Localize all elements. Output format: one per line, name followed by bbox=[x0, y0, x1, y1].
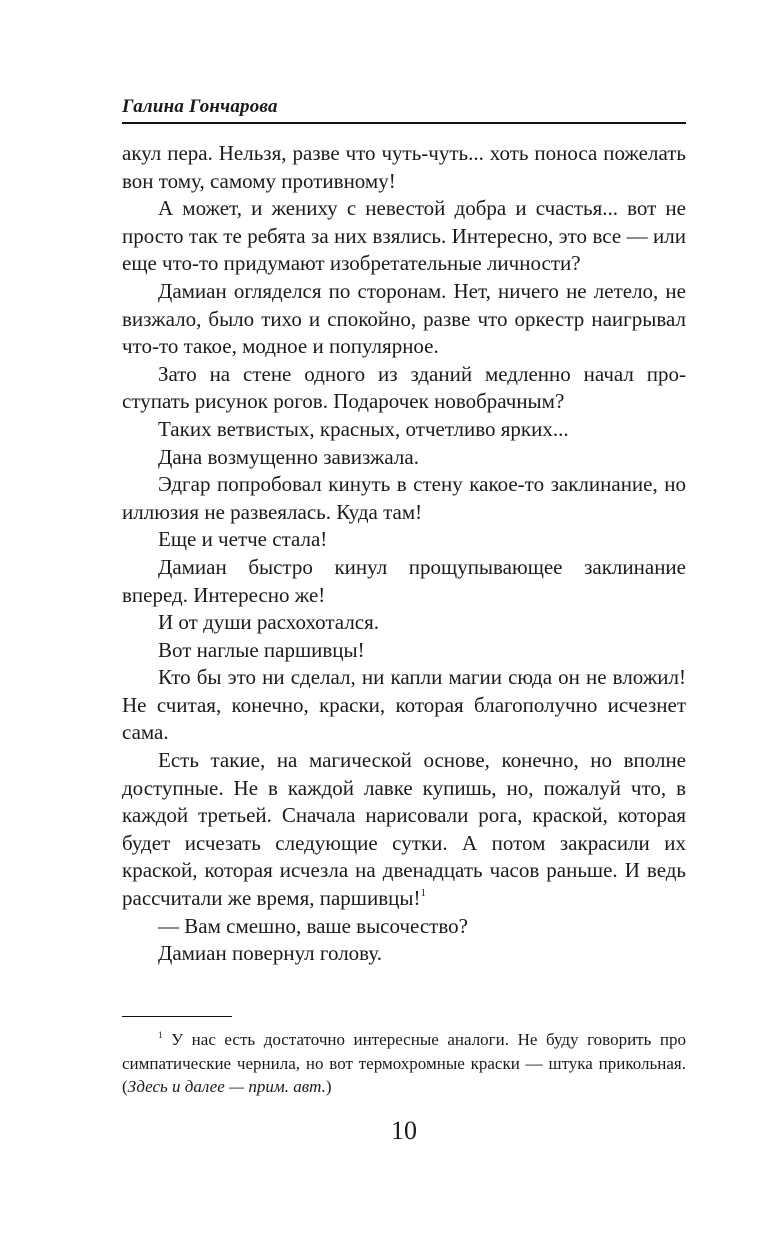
author-name: Галина Гончарова bbox=[122, 96, 278, 117]
paragraph: А может, и жениху с невестой добра и счастья... вот не просто так те ребята за них взялись. Интересно, это все — или еще что-то придумают изобретательные личности? bbox=[122, 196, 686, 276]
footnote-divider bbox=[122, 1016, 232, 1017]
footnote-italic-note: Здесь и далее — прим. авт. bbox=[127, 1077, 326, 1096]
paragraph-text: Есть такие, на магической основе, конечно, но вполне доступные. Не в каждой лавке купишь, но, пожалуй что, в каждой третьей. Сначала нарисовали рога, краской, которая будет исчезать следующие сутки. А потом закрасили их краской, которая исчезла на двенадцать часов раньше. И ведь рассчитали же время, паршивцы! bbox=[122, 748, 686, 911]
paragraph: Кто бы это ни сделал, ни капли магии сюда он не вложил! Не считая, конечно, краски, которая благополучно исчезнет сама. bbox=[122, 665, 686, 745]
paragraph: Еще и четче стала! bbox=[158, 527, 328, 552]
paragraph: Дамиан повернул голову. bbox=[158, 941, 383, 966]
paragraph: Вот наглые паршивцы! bbox=[158, 637, 365, 662]
paragraph: Эдгар попробовал кинуть в стену какое-то заклинание, но иллюзия не развеялась. Куда там! bbox=[122, 472, 686, 524]
footnote-text: У нас есть достаточно интересные аналоги. Не буду говорить про симпатические чернила, но вот термохромные краски — штука прикольная. ( bbox=[122, 1030, 687, 1096]
paragraph: Таких ветвистых, красных, отчетливо ярких... bbox=[158, 416, 569, 441]
paragraph-with-footnote bbox=[122, 747, 686, 913]
body-text bbox=[122, 140, 686, 968]
footnote-number: 1 bbox=[158, 1030, 163, 1040]
footnote bbox=[122, 1028, 686, 1099]
paragraph: Зато на стене одного из зданий медленно начал проступать рисунок рогов. Подарочек новобрачным? bbox=[122, 361, 686, 414]
paragraph: Дана возмущенно завизжала. bbox=[158, 444, 419, 469]
dialogue-line: — Вам смешно, ваше высочество? bbox=[158, 913, 468, 938]
paragraph: И от души расхохотался. bbox=[158, 610, 380, 635]
paragraph: Дамиан огляделся по сторонам. Нет, ничего не летело, не визжало, было тихо и спокойно, разве что оркестр наигрывал что-то такое, модное и популярное. bbox=[122, 278, 686, 359]
running-header bbox=[122, 92, 686, 124]
footnote-close: ) bbox=[325, 1077, 332, 1096]
footnote-reference[interactable]: 1 bbox=[420, 887, 426, 900]
page-number: 10 bbox=[391, 1116, 417, 1145]
paragraph: Дамиан быстро кинул прощупывающее заклинание вперед. Интересно же! bbox=[122, 554, 686, 607]
paragraph: акул пера. Нельзя, разве что чуть-чуть... хоть поноса пожелать вон тому, самому противному! bbox=[122, 141, 686, 193]
